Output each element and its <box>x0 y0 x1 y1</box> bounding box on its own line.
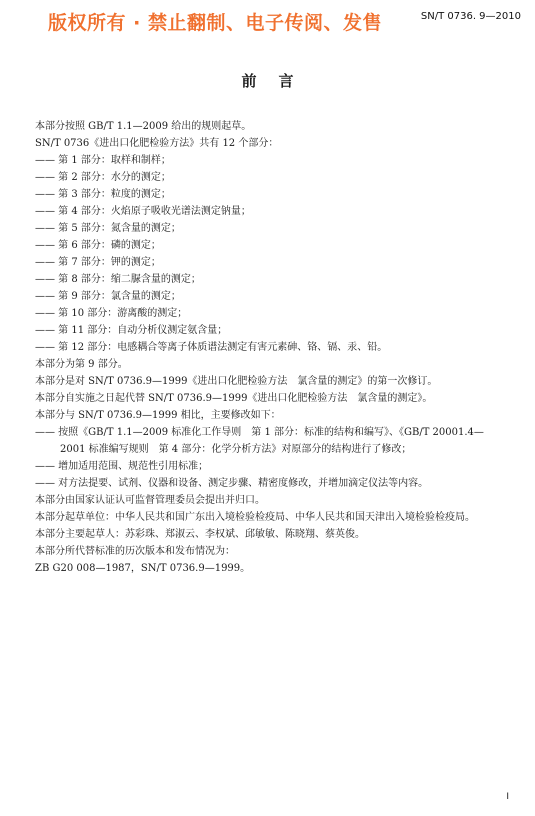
paragraph-proposer: 本部分由国家认证认可监督管理委员会提出并归口。 <box>35 495 265 506</box>
paragraph-part-number: 本部分为第 9 部分。 <box>35 359 128 370</box>
list-item: —— 第 10 部分：游离酸的测定； <box>35 308 188 319</box>
paragraph-history-intro: 本部分所代替标准的历次版本和发布情况为： <box>35 546 235 557</box>
paragraph-revision: 本部分是对 SN/T 0736.9—1999《进出口化肥检验方法 氯含量的测定》的第一次修订。 <box>35 376 438 387</box>
change-item: —— 增加适用范围、规范性引用标准； <box>35 461 209 472</box>
paragraph-changes-intro: 本部分与 SN/T 0736.9—1999 相比，主要修改如下： <box>35 410 281 421</box>
paragraph-series-intro: SN/T 0736《进出口化肥检验方法》共有 12 个部分： <box>35 138 279 149</box>
list-item: —— 第 11 部分：自动分析仪测定氨含量； <box>35 325 228 336</box>
page-title: 前言 <box>241 72 316 90</box>
change-item: —— 按照《GB/T 1.1—2009 标准化工作导则 第 1 部分：标准的结构和编写》、《GB/T 20001.4— <box>35 427 484 438</box>
paragraph-drafting-rule: 本部分按照 GB/T 1.1—2009 给出的规则起草。 <box>35 121 252 132</box>
list-item: —— 第 4 部分：火焰原子吸收光谱法测定钠量； <box>35 206 251 217</box>
list-item: —— 第 7 部分：钾的测定； <box>35 257 161 268</box>
paragraph-history: ZB G20 008—1987，SN/T 0736.9—1999。 <box>35 563 251 574</box>
list-item: —— 第 6 部分：磷的测定； <box>35 240 161 251</box>
standard-number-header: SN/T 0736. 9—2010 <box>420 11 521 22</box>
page-number: I <box>506 792 509 802</box>
list-item: —— 第 8 部分：缩二脲含量的测定； <box>35 274 201 285</box>
list-item: —— 第 12 部分：电感耦合等离子体质谱法测定有害元素砷、铬、镉、汞、铅。 <box>35 342 388 353</box>
list-item: —— 第 5 部分：氮含量的测定； <box>35 223 181 234</box>
list-item: —— 第 9 部分：氯含量的测定； <box>35 291 181 302</box>
list-item: —— 第 1 部分：取样和制样； <box>35 155 171 166</box>
paragraph-drafting-units: 本部分起草单位：中华人民共和国广东出入境检验检疫局、中华人民共和国天津出入境检验检疫局。 <box>35 512 475 523</box>
foreword-body <box>13 118 525 577</box>
list-item: —— 第 2 部分：水分的测定； <box>35 172 171 183</box>
watermark-banner: 版权所有 · 禁止翻制、电子传阅、发售 <box>48 12 382 34</box>
change-item-continuation: 2001 标准编写规则 第 4 部分：化学分析方法》对原部分的结构进行了修改； <box>60 444 412 455</box>
list-item: —— 第 3 部分：粒度的测定； <box>35 189 171 200</box>
paragraph-replacement: 本部分自实施之日起代替 SN/T 0736.9—1999《进出口化肥检验方法 氯含量的测定》。 <box>35 393 433 404</box>
paragraph-drafters: 本部分主要起草人：苏彩珠、郑淑云、李权斌、邱敏敏、陈晓翔、蔡英俊。 <box>35 529 365 540</box>
change-item: —— 对方法提要、试剂、仪器和设备、测定步骤、精密度修改，并增加滴定仪法等内容。 <box>35 478 429 489</box>
